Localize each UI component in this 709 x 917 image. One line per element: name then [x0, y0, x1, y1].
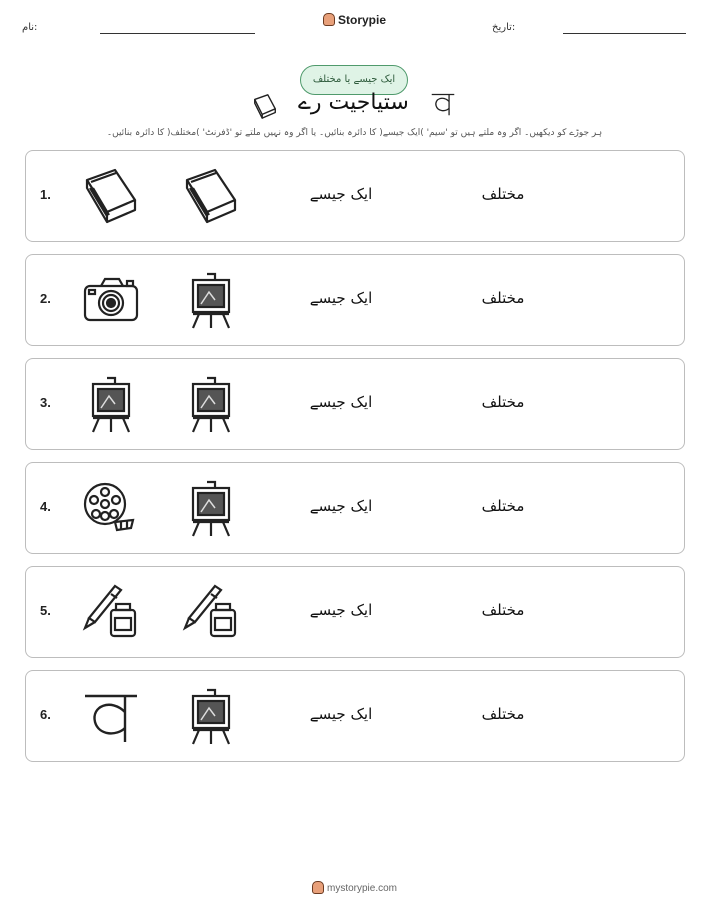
- brand-logo: [0, 13, 709, 27]
- date-line[interactable]: [563, 33, 686, 34]
- table-row: [25, 150, 685, 242]
- table-row: [25, 670, 685, 762]
- same-option[interactable]: ایک جیسے: [309, 185, 373, 203]
- worksheet-type-pill: ایک جیسے یا مختلف: [300, 65, 408, 95]
- different-option[interactable]: مختلف: [481, 185, 525, 203]
- different-option[interactable]: مختلف: [481, 705, 525, 723]
- row-number: 2.: [40, 291, 51, 306]
- row-number: 6.: [40, 707, 51, 722]
- different-option[interactable]: مختلف: [481, 289, 525, 307]
- different-option[interactable]: مختلف: [481, 601, 525, 619]
- name-line[interactable]: [100, 33, 255, 34]
- row-number: 3.: [40, 395, 51, 410]
- table-row: [25, 254, 685, 346]
- brand-name: Storypie: [337, 13, 386, 27]
- page-title: ستیاجیت رے: [298, 90, 409, 115]
- bengali-letter-icon: [81, 686, 141, 746]
- different-option[interactable]: مختلف: [481, 393, 525, 411]
- footer-url[interactable]: mystorypie.com: [326, 883, 397, 894]
- date-label: تاریخ:: [492, 22, 516, 33]
- table-row: [25, 566, 685, 658]
- title-row: [0, 90, 709, 122]
- storypie-mascot-icon: [312, 881, 324, 894]
- camera-icon: [81, 270, 141, 330]
- pen-ink-icon: [181, 582, 241, 642]
- easel-icon: [181, 270, 241, 330]
- row-number: 5.: [40, 603, 51, 618]
- same-option[interactable]: ایک جیسے: [309, 393, 373, 411]
- name-label: نام:: [22, 22, 38, 33]
- row-number: 1.: [40, 187, 51, 202]
- easel-icon: [181, 478, 241, 538]
- book-icon: [181, 166, 241, 226]
- book-icon: [250, 92, 280, 120]
- film-reel-icon: [81, 478, 141, 538]
- easel-icon: [81, 374, 141, 434]
- same-option[interactable]: ایک جیسے: [309, 497, 373, 515]
- table-row: [25, 462, 685, 554]
- row-number: 4.: [40, 499, 51, 514]
- pen-ink-icon: [81, 582, 141, 642]
- footer: [0, 881, 709, 894]
- storypie-mascot-icon: [323, 13, 335, 26]
- easel-icon: [181, 686, 241, 746]
- easel-icon: [181, 374, 241, 434]
- instructions: ہر جوڑے کو دیکھیں۔ اگر وہ ملتے ہیں تو 'سیم' )ایک جیسے( کا دائرہ بنائیں۔ یا اگر وہ نہیں ملتے تو 'ڈفرنٹ' )مختلف( کا دائرہ بنائیں۔: [106, 128, 603, 138]
- same-option[interactable]: ایک جیسے: [309, 289, 373, 307]
- same-option[interactable]: ایک جیسے: [309, 705, 373, 723]
- table-row: [25, 358, 685, 450]
- bengali-letter-icon: [430, 90, 456, 118]
- book-icon: [81, 166, 141, 226]
- different-option[interactable]: مختلف: [481, 497, 525, 515]
- same-option[interactable]: ایک جیسے: [309, 601, 373, 619]
